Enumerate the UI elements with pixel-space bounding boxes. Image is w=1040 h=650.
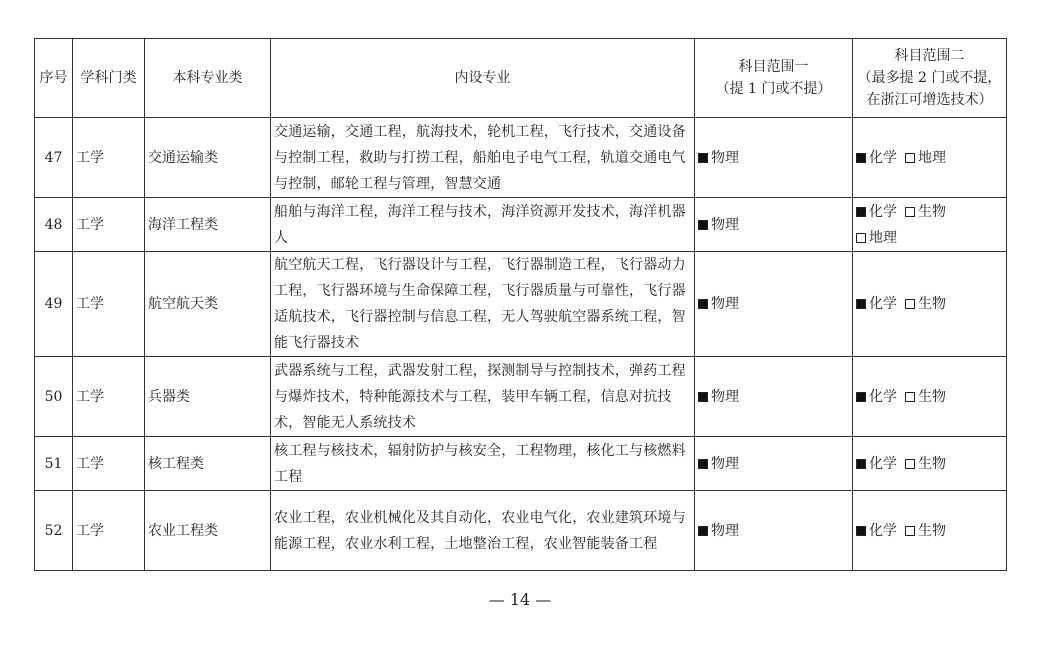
range2-option	[905, 389, 946, 405]
range1-option	[698, 523, 739, 539]
range2-option	[905, 150, 946, 166]
row-range1	[695, 491, 853, 571]
row-submajors: 交通运输，交通工程，航海技术，轮机工程，飞行技术，交通设备与控制工程，救助与打捞工程，船舶电子电气工程，轨道交通电气与控制，邮轮工程与管理，智慧交通	[271, 118, 695, 198]
range1-option	[698, 296, 739, 312]
header-range1	[695, 39, 853, 118]
row-major: 交通运输类	[145, 118, 271, 198]
range2-option-label: 生物	[918, 455, 946, 472]
range2-option	[856, 296, 897, 312]
range2-option-label: 化学	[869, 455, 897, 472]
range1-option	[698, 150, 739, 166]
range2-option	[905, 523, 946, 539]
row-range2	[853, 118, 1007, 198]
range1-option-label: 物理	[711, 455, 739, 472]
row-range1	[695, 118, 853, 198]
table-body	[35, 118, 1007, 571]
range2-option-label: 地理	[918, 149, 946, 166]
row-major: 农业工程类	[145, 491, 271, 571]
checked-box-icon	[856, 526, 866, 536]
row-submajors: 航空航天工程，飞行器设计与工程，飞行器制造工程，飞行器动力工程，飞行器环境与生命保障工程，飞行器质量与可靠性，飞行器适航技术，飞行器控制与信息工程，无人驾驶航空器系统工程，智能飞行器技术	[271, 252, 695, 357]
row-range2	[853, 198, 1007, 252]
row-major: 航空航天类	[145, 252, 271, 357]
unchecked-box-icon	[905, 207, 915, 217]
checked-box-icon	[856, 299, 866, 309]
subject-requirements-table	[34, 38, 1007, 571]
row-range1	[695, 437, 853, 491]
checked-box-icon	[698, 153, 708, 163]
header-range2-note: （最多提 2 门或不提，	[857, 70, 1002, 86]
range1-option	[698, 456, 739, 472]
checked-box-icon	[856, 392, 866, 402]
row-major: 核工程类	[145, 437, 271, 491]
header-range2	[853, 39, 1007, 118]
range2-option-label: 化学	[869, 522, 897, 539]
header-range2-title: 科目范围二	[894, 48, 965, 64]
row-category: 工学	[73, 491, 145, 571]
row-seq: 52	[35, 491, 73, 571]
row-range1	[695, 357, 853, 437]
checked-box-icon	[856, 153, 866, 163]
header-range2-note2: 在浙江可增选技术）	[866, 92, 993, 108]
range1-option-label: 物理	[711, 149, 739, 166]
row-range2	[853, 357, 1007, 437]
table-header-row	[35, 39, 1007, 118]
range2-option	[905, 456, 946, 472]
range1-option-label: 物理	[711, 522, 739, 539]
range1-option	[698, 217, 739, 233]
range2-option-label: 化学	[869, 388, 897, 405]
checked-box-icon	[698, 299, 708, 309]
row-range1	[695, 198, 853, 252]
header-range1-title: 科目范围一	[738, 59, 809, 75]
row-seq: 50	[35, 357, 73, 437]
row-range2	[853, 491, 1007, 571]
unchecked-box-icon	[905, 459, 915, 469]
row-submajors: 农业工程，农业机械化及其自动化，农业电气化，农业建筑环境与能源工程，农业水利工程，土地整治工程，农业智能装备工程	[271, 491, 695, 571]
range2-option-label: 地理	[869, 229, 897, 246]
unchecked-box-icon	[905, 299, 915, 309]
range2-option	[905, 296, 946, 312]
header-category: 学科门类	[73, 39, 145, 118]
range2-option-label: 化学	[869, 296, 897, 312]
header-submajors: 内设专业	[271, 39, 695, 118]
page-number: — 14 —	[488, 590, 552, 609]
checked-box-icon	[698, 392, 708, 402]
table-row	[35, 252, 1007, 357]
checked-box-icon	[698, 526, 708, 536]
row-category: 工学	[73, 198, 145, 252]
range1-option-label: 物理	[711, 296, 739, 312]
unchecked-box-icon	[856, 233, 866, 243]
range2-option-label: 生物	[918, 522, 946, 539]
header-seq: 序号	[35, 39, 73, 118]
row-submajors: 船舶与海洋工程，海洋工程与技术，海洋资源开发技术，海洋机器人	[271, 198, 695, 252]
range2-option-label: 生物	[918, 296, 946, 312]
range2-option	[905, 204, 946, 220]
range2-option	[856, 204, 897, 220]
checked-box-icon	[856, 459, 866, 469]
row-seq: 47	[35, 118, 73, 198]
checked-box-icon	[698, 220, 708, 230]
header-range1-note: （提 1 门或不提）	[715, 81, 832, 97]
range2-option-label: 生物	[918, 203, 946, 220]
row-range1	[695, 252, 853, 357]
range2-option	[856, 456, 897, 472]
row-submajors: 核工程与核技术，辐射防护与核安全，工程物理，核化工与核燃料工程	[271, 437, 695, 491]
row-major: 兵器类	[145, 357, 271, 437]
table-row	[35, 437, 1007, 491]
row-range2	[853, 252, 1007, 357]
table-row	[35, 118, 1007, 198]
row-range2	[853, 437, 1007, 491]
unchecked-box-icon	[905, 526, 915, 536]
row-major: 海洋工程类	[145, 198, 271, 252]
range2-option-label: 化学	[869, 203, 897, 220]
row-seq: 49	[35, 252, 73, 357]
range2-option	[856, 523, 897, 539]
range2-option	[856, 230, 897, 246]
row-category: 工学	[73, 357, 145, 437]
range2-option	[856, 150, 897, 166]
range2-option-label: 生物	[918, 388, 946, 405]
row-category: 工学	[73, 437, 145, 491]
row-seq: 48	[35, 198, 73, 252]
table-row	[35, 357, 1007, 437]
unchecked-box-icon	[905, 153, 915, 163]
header-major: 本科专业类	[145, 39, 271, 118]
table-row	[35, 491, 1007, 571]
table-row	[35, 198, 1007, 252]
range1-option-label: 物理	[711, 216, 739, 233]
range1-option-label: 物理	[711, 388, 739, 405]
row-seq: 51	[35, 437, 73, 491]
row-category: 工学	[73, 252, 145, 357]
range2-option-label: 化学	[869, 149, 897, 166]
row-submajors: 武器系统与工程，武器发射工程，探测制导与控制技术，弹药工程与爆炸技术，特种能源技术与工程，装甲车辆工程，信息对抗技术，智能无人系统技术	[271, 357, 695, 437]
unchecked-box-icon	[905, 392, 915, 402]
range1-option	[698, 389, 739, 405]
range2-option	[856, 389, 897, 405]
row-category: 工学	[73, 118, 145, 198]
checked-box-icon	[698, 459, 708, 469]
checked-box-icon	[856, 207, 866, 217]
